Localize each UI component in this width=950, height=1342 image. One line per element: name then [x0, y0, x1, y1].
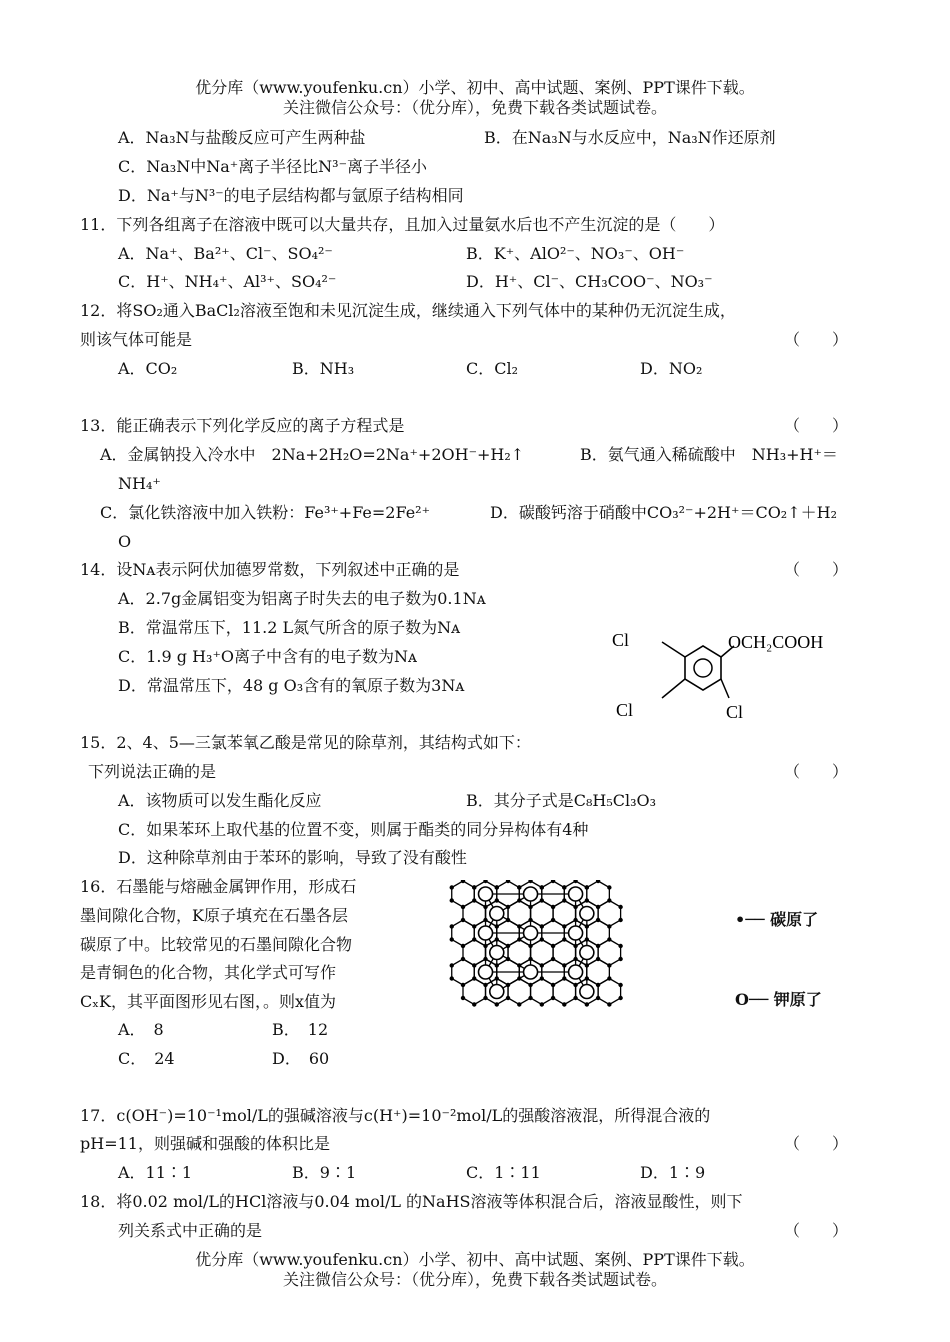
carbon-atom — [483, 880, 487, 883]
carbon-atom — [506, 905, 510, 909]
carbon-atom — [495, 1002, 499, 1006]
carbon-atom — [551, 880, 555, 883]
carbon-atom — [551, 944, 555, 948]
q13-answer-paren: （ ） — [784, 416, 849, 435]
carbon-atom — [596, 957, 600, 961]
carbon-atom — [450, 885, 454, 889]
carbon-atom — [528, 983, 532, 987]
potassium-atom — [490, 985, 504, 999]
potassium-atom — [524, 887, 538, 901]
carbon-atom — [472, 1002, 476, 1006]
carbon-atom — [540, 1002, 544, 1006]
carbon-atom — [528, 996, 532, 1000]
carbon-atom — [528, 957, 532, 961]
q11-option-a: A．Na⁺、Ba²⁺、Cl⁻、SO₄²⁻ — [118, 244, 333, 263]
carbon-atom — [596, 918, 600, 922]
carbon-atom — [540, 898, 544, 902]
carbon-atom — [540, 924, 544, 928]
carbon-hexagon — [463, 979, 486, 1005]
footer-line-1: 优分库（www.youfenku.cn）小学、初中、高中试题、案例、PPT课件下载。 — [195, 1250, 755, 1269]
carbon-atom — [551, 957, 555, 961]
carbon-atom — [517, 937, 521, 941]
q10-option-a: A．Na₃N与盐酸反应可产生两种盐 — [118, 128, 366, 147]
q17-option-d: D．1∶9 — [640, 1163, 706, 1182]
carbon-atom — [596, 880, 600, 883]
potassium-atom — [479, 965, 493, 979]
carbon-atom — [450, 937, 454, 941]
carbon-hexagon — [553, 979, 576, 1005]
carbon-atom — [551, 905, 555, 909]
carbon-hexagon — [598, 979, 621, 1005]
q18-stem-line-1: 18．将0.02 mol/L的HCl溶液与0.04 mol/L 的NaHS溶液等体积混合后，溶液显酸性，则下 — [80, 1192, 743, 1211]
potassium-atom — [580, 985, 594, 999]
carbon-atom — [551, 918, 555, 922]
carbon-atom — [607, 963, 611, 967]
carbon-atom — [461, 905, 465, 909]
carbon-atom — [528, 944, 532, 948]
carbon-atom — [472, 924, 476, 928]
carbon-atom — [517, 963, 521, 967]
carbon-atom — [528, 918, 532, 922]
q11-stem: 11．下列各组离子在溶液中既可以大量共存，且加入过量氨水后也不产生沉淀的是（ ） — [80, 215, 725, 234]
bond-cl-top — [662, 642, 685, 657]
carbon-atom — [551, 996, 555, 1000]
q17-stem-line-2: pH=11，则强碱和强酸的体积比是 — [80, 1134, 330, 1153]
carbon-atom — [585, 976, 589, 980]
header-line-1: 优分库（www.youfenku.cn）小学、初中、高中试题、案例、PPT课件下载。 — [195, 78, 755, 97]
carbon-atom — [483, 996, 487, 1000]
potassium-atom — [569, 887, 583, 901]
carbon-atom — [607, 976, 611, 980]
q12-option-d: D．NO₂ — [640, 359, 703, 378]
carbon-atom — [618, 996, 622, 1000]
q15-answer-paren: （ ） — [784, 762, 849, 781]
q17-option-a: A．11∶1 — [118, 1163, 193, 1182]
q12-option-a: A．CO₂ — [118, 359, 178, 378]
potassium-atom — [490, 907, 504, 921]
carbon-atom — [450, 924, 454, 928]
carbon-atom — [607, 1002, 611, 1006]
carbon-atom — [562, 898, 566, 902]
q13-option-d-cont: O — [118, 532, 132, 551]
footer-line-2: 关注微信公众号：（优分库），免费下载各类试题试卷。 — [282, 1270, 667, 1289]
carbon-atom — [461, 983, 465, 987]
q15-option-a: A．该物质可以发生酯化反应 — [118, 791, 322, 810]
q12-stem-line-1: 12．将SO₂通入BaCl₂溶液至饱和未见沉淀生成，继续通入下列气体中的某种仍无沉淀生成， — [80, 301, 736, 320]
carbon-atom — [596, 983, 600, 987]
carbon-atom — [472, 976, 476, 980]
carbon-atom — [528, 905, 532, 909]
q14-answer-paren: （ ） — [784, 560, 849, 579]
q17-option-c: C．1∶11 — [466, 1163, 541, 1182]
carbon-atom — [495, 976, 499, 980]
q16-stem-line-3: 碳原了中。比较常见的石墨间隙化合物 — [80, 935, 353, 954]
q13-option-a: A．金属钠投入冷水中 2Na+2H₂O=2Na⁺+2OH⁻+H₂↑ — [100, 445, 525, 464]
carbon-atom — [506, 880, 510, 883]
q16-stem-line-5: CₓK，其平面图形见右图，。则x值为 — [80, 992, 337, 1011]
carbon-atom — [540, 963, 544, 967]
q17-stem-line-1: 17．c(OH⁻)=10⁻¹mol/L的强碱溶液与c(H⁺)=10⁻²mol/L的强酸溶液混，所得混合液的 — [80, 1106, 711, 1125]
carbon-atom — [461, 880, 465, 883]
carbon-atom — [585, 885, 589, 889]
carbon-atom — [618, 944, 622, 948]
potassium-atom — [580, 946, 594, 960]
carbon-atom — [483, 905, 487, 909]
carbon-atom — [517, 1002, 521, 1006]
carbon-atom — [562, 976, 566, 980]
carbon-atom — [517, 898, 521, 902]
carbon-atom — [585, 898, 589, 902]
potassium-atom — [524, 926, 538, 940]
q10-option-b: B．在Na₃N与水反应中，Na₃N作还原剂 — [484, 128, 776, 147]
carbon-atom — [461, 957, 465, 961]
q17-option-b: B．9∶1 — [292, 1163, 357, 1182]
q13-stem: 13．能正确表示下列化学反应的离子方程式是 — [80, 416, 405, 435]
q15-stem-line-2: 下列说法正确的是 — [88, 762, 217, 781]
q14-option-d: D．常温常压下，48 g O₃含有的氧原子数为3Nᴀ — [118, 676, 465, 695]
carbon-atom — [596, 905, 600, 909]
carbon-atom — [585, 963, 589, 967]
q14-option-a: A．2.7g金属铝变为铝离子时失去的电子数为0.1Nᴀ — [118, 589, 486, 608]
q18-stem-line-2: 列关系式中正确的是 — [118, 1221, 263, 1240]
carbon-atom — [495, 885, 499, 889]
carbon-atom — [495, 937, 499, 941]
carbon-atom — [551, 983, 555, 987]
carbon-atom — [562, 924, 566, 928]
carbon-atom — [483, 983, 487, 987]
q15-option-b: B．其分子式是C₈H₅Cl₃O₃ — [466, 791, 657, 810]
carbon-atom — [618, 957, 622, 961]
carbon-atom — [540, 976, 544, 980]
oxyacetic-acid-label: OCH₂COOH — [728, 632, 824, 652]
carbon-atom — [528, 880, 532, 883]
carbon-atom — [472, 937, 476, 941]
legend-potassium-atom: O── 钾原了 — [735, 990, 822, 1009]
q16-stem-line-2: 墨间隙化合物，K原子填充在石墨各层 — [80, 906, 348, 925]
carbon-atom — [540, 937, 544, 941]
carbon-atom — [573, 880, 577, 883]
carbon-atom — [506, 957, 510, 961]
q12-option-c: C．Cl₂ — [466, 359, 519, 378]
carbon-atom — [562, 937, 566, 941]
carbon-atom — [607, 885, 611, 889]
q13-option-b-cont: NH₄⁺ — [118, 474, 161, 493]
carbon-atom — [506, 996, 510, 1000]
cl-left-label: Cl — [616, 700, 634, 720]
carbon-atom — [472, 963, 476, 967]
q18-answer-paren: （ ） — [784, 1221, 849, 1240]
cl-right-label: Cl — [726, 702, 744, 722]
potassium-atom — [569, 926, 583, 940]
bond-cl-right — [721, 679, 729, 698]
potassium-atom — [580, 907, 594, 921]
carbon-atom — [618, 918, 622, 922]
q12-answer-paren: （ ） — [784, 330, 849, 349]
q14-option-b: B．常温常压下，11.2 L氮气所含的原子数为Nᴀ — [118, 618, 461, 637]
legend-carbon-atom: •── 碳原了 — [735, 910, 819, 929]
carbon-atom — [573, 905, 577, 909]
q12-option-b: B．NH₃ — [292, 359, 355, 378]
carbon-atom — [506, 918, 510, 922]
potassium-atom — [490, 946, 504, 960]
carbon-atom — [461, 918, 465, 922]
q15-option-d: D．这种除草剂由于苯环的影响，导致了没有酸性 — [118, 848, 467, 867]
q15-stem-line-1: 15．2、4、5—三氯苯氧乙酸是常见的除草剂，其结构式如下： — [80, 733, 531, 752]
cl-top-label: Cl — [612, 630, 630, 650]
potassium-atom — [524, 965, 538, 979]
benzene-aromatic-circle — [694, 659, 712, 677]
carbon-atom — [506, 944, 510, 948]
carbon-atom — [562, 885, 566, 889]
carbon-atom — [540, 885, 544, 889]
carbon-atom — [573, 996, 577, 1000]
q11-option-d: D．H⁺、Cl⁻、CH₃COO⁻、NO₃⁻ — [466, 272, 713, 291]
carbon-atom — [483, 957, 487, 961]
carbon-atom — [450, 898, 454, 902]
q16-stem-line-1: 16．石墨能与熔融金属钾作用，形成石 — [80, 877, 357, 896]
q11-option-c: C．H⁺、NH₄⁺、Al³⁺、SO₄²⁻ — [118, 272, 337, 291]
carbon-atom — [585, 937, 589, 941]
benzene-ring — [685, 646, 721, 690]
bond-cl-left — [662, 679, 685, 698]
potassium-atom — [479, 887, 493, 901]
carbon-atom — [562, 963, 566, 967]
carbon-atom — [562, 1002, 566, 1006]
carbon-atom — [495, 898, 499, 902]
q16-option-b: B． 12 — [272, 1020, 329, 1039]
q17-answer-paren: （ ） — [784, 1134, 849, 1153]
carbon-atom — [573, 918, 577, 922]
carbon-atom — [472, 898, 476, 902]
carbon-atom — [607, 898, 611, 902]
q12-stem-line-2: 则该气体可能是 — [80, 330, 193, 349]
q16-option-d: D． 60 — [272, 1049, 330, 1068]
q13-option-b: B．氨气通入稀硫酸中 NH₃+H⁺＝ — [580, 445, 838, 464]
q14-option-c: C．1.9 g H₃⁺O离子中含有的电子数为Nᴀ — [118, 647, 418, 666]
carbon-atom — [517, 976, 521, 980]
carbon-atom — [506, 983, 510, 987]
carbon-atom — [461, 996, 465, 1000]
header-line-2: 关注微信公众号：（优分库），免费下载各类试题试卷。 — [282, 98, 667, 117]
graphite-intercalation-diagram — [445, 880, 645, 1055]
q11-option-b: B．K⁺、AlO²⁻、NO₃⁻、OH⁻ — [466, 244, 685, 263]
carbon-atom — [573, 983, 577, 987]
potassium-atom — [569, 965, 583, 979]
carbon-atom — [585, 924, 589, 928]
carbon-atom — [585, 1002, 589, 1006]
q14-stem: 14．设Nᴀ表示阿伏加德罗常数，下列叙述中正确的是 — [80, 560, 460, 579]
carbon-atom — [618, 905, 622, 909]
carbon-atom — [495, 924, 499, 928]
carbon-atom — [607, 924, 611, 928]
carbon-atom — [495, 963, 499, 967]
q10-option-c: C．Na₃N中Na⁺离子半径比N³⁻离子半径小 — [118, 157, 428, 176]
carbon-atom — [607, 937, 611, 941]
carbon-atom — [483, 944, 487, 948]
carbon-hexagon — [531, 979, 554, 1005]
carbon-atom — [517, 885, 521, 889]
carbon-atom — [483, 918, 487, 922]
carbon-atom — [472, 885, 476, 889]
q10-option-d: D．Na⁺与N³⁻的电子层结构都与氩原子结构相同 — [118, 186, 464, 205]
trichlorophenoxyacetic-acid-structure — [600, 622, 850, 732]
carbon-atom — [618, 983, 622, 987]
q13-option-c: C．氯化铁溶液中加入铁粉：Fe³⁺+Fe=2Fe²⁺ — [100, 503, 431, 522]
q13-option-d: D．碳酸钙溶于硝酸中CO₃²⁻+2H⁺＝CO₂↑＋H₂ — [490, 503, 837, 522]
q16-stem-line-4: 是青铜色的化合物，其化学式可写作 — [80, 963, 337, 982]
carbon-atom — [450, 976, 454, 980]
carbon-atom — [573, 944, 577, 948]
carbon-atom — [596, 996, 600, 1000]
carbon-atom — [517, 924, 521, 928]
potassium-atom — [479, 926, 493, 940]
carbon-atom — [461, 944, 465, 948]
q16-option-c: C． 24 — [118, 1049, 175, 1068]
carbon-atom — [596, 944, 600, 948]
carbon-atom — [450, 963, 454, 967]
q15-option-c: C．如果苯环上取代基的位置不变，则属于酯类的同分异构体有4种 — [118, 820, 589, 839]
q16-option-a: A． 8 — [118, 1020, 164, 1039]
carbon-atom — [573, 957, 577, 961]
